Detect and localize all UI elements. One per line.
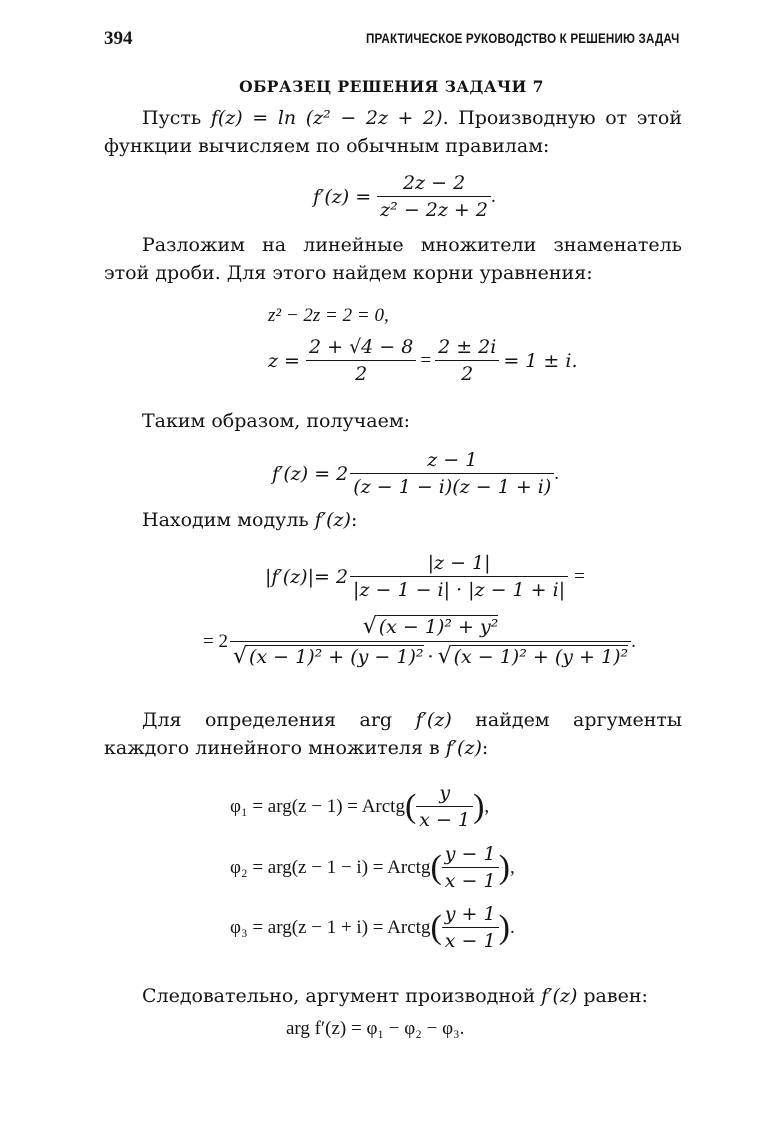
phi1-fraction <box>416 782 473 831</box>
left-paren-icon: ( <box>430 848 442 886</box>
phi2-denominator: x − 1 <box>444 870 496 892</box>
factored-derivative <box>272 449 559 498</box>
eq4-lhs: |f′(z)|= 2 <box>265 565 349 588</box>
phi3-numerator: y + 1 <box>442 903 499 928</box>
eq5-numerator <box>230 614 631 642</box>
eq5-denominator-radicand-b: (x − 1)² + (y + 1)² <box>453 646 629 668</box>
modulus-equation <box>265 552 585 601</box>
phi2-fraction <box>442 843 499 892</box>
modulus-expanded <box>203 614 636 669</box>
eq3-numerator: z − 1 <box>350 449 554 474</box>
phi1-lhs: φ₁ = arg(z − 1) = Arctg <box>230 795 405 817</box>
sqrt-icon: √ <box>362 614 377 639</box>
paragraph-6-lead: Следовательно, аргумент производной <box>142 985 542 1007</box>
paragraph-3: Таким образом, получаем: <box>142 410 411 432</box>
eq4-tail: = <box>574 565 585 587</box>
paragraph-5-tail: : <box>481 737 489 759</box>
eq5-lhs: = 2 <box>203 630 228 652</box>
eq5-numerator-radicand: (x − 1)² + y² <box>378 616 499 638</box>
paragraph-5-func-end: f′(z) <box>445 737 482 759</box>
section-title: ОБРАЗЕЦ РЕШЕНИЯ ЗАДАЧИ 7 <box>239 77 544 96</box>
roots-equation <box>268 336 578 385</box>
phi1-numerator: y <box>416 782 473 807</box>
eq2-numerator-2: 2 ± 2i <box>435 336 499 361</box>
paragraph-6 <box>104 982 682 1010</box>
eq3-tail: . <box>554 462 560 484</box>
paragraph-6-func: f′(z) <box>541 985 578 1007</box>
phi2-lhs: φ₂ = arg(z − 1 − i) = Arctg <box>230 856 431 878</box>
eq1-tail: . <box>490 185 496 207</box>
phi1-denominator: x − 1 <box>419 809 471 831</box>
eq5-dot: · <box>427 646 434 668</box>
eq3-lhs: f′(z) = 2 <box>272 462 349 485</box>
right-paren-icon: ) <box>473 787 485 825</box>
eq4-fraction <box>350 552 568 601</box>
phi2-numerator: y − 1 <box>442 843 499 868</box>
final-equation: arg f′(z) = φ₁ − φ₂ − φ₃. <box>286 1018 465 1039</box>
eq2-fraction-2 <box>435 336 499 385</box>
paragraph-4-func: f′(z) <box>314 509 351 531</box>
phi1-equation <box>230 782 489 831</box>
paragraph-5-lead: Для определения arg <box>142 709 416 731</box>
sqrt-icon: √ <box>232 644 247 669</box>
eq4-numerator: |z − 1| <box>350 552 568 577</box>
left-paren-icon: ( <box>404 787 417 825</box>
paragraph-1 <box>104 104 682 160</box>
eq1-numerator: 2z − 2 <box>377 172 491 197</box>
phi2-tail: , <box>509 856 515 878</box>
paragraph-2: Разложим на линейные множители знаменатель этой дроби. Для этого найдем корни уравнения: <box>104 234 682 284</box>
paragraph-6-rest: равен: <box>577 985 648 1007</box>
eq4-denominator: |z − 1 − i| · |z − 1 + i| <box>353 579 566 601</box>
phi3-fraction <box>442 903 499 952</box>
eq3-fraction <box>350 449 554 498</box>
eq2-numerator-1: 2 + √4 − 8 <box>306 336 416 361</box>
phi3-denominator: x − 1 <box>444 930 496 952</box>
paragraph-5-func: f′(z) <box>415 709 452 731</box>
eq2-equals: = <box>420 349 432 371</box>
paragraph-5 <box>104 706 682 762</box>
eq1-denominator: z² − 2z + 2 <box>380 199 488 221</box>
eq5-denominator <box>230 642 631 669</box>
eq5-tail: . <box>631 630 636 652</box>
paragraph-1-lead: Пусть <box>142 107 211 129</box>
eq2-tail: = 1 ± i. <box>503 349 578 372</box>
eq1-lhs: f′(z) = <box>313 185 372 208</box>
eq1-fraction <box>377 172 491 221</box>
right-paren-icon: ) <box>498 848 510 886</box>
phi3-equation <box>230 903 515 952</box>
paragraph-1-rest: . Производную от этой функции вычисляем по обычным правилам: <box>104 107 682 157</box>
eq2-lhs: z = <box>268 349 300 372</box>
paragraph-4 <box>104 506 682 534</box>
phi3-tail: . <box>509 916 515 938</box>
eq5-fraction <box>230 614 631 669</box>
running-title: ПРАКТИЧЕСКОЕ РУКОВОДСТВО К РЕШЕНИЮ ЗАДАЧ <box>365 31 679 46</box>
right-paren-icon: ) <box>498 908 510 946</box>
paragraph-4-tail: : <box>350 509 358 531</box>
eq5-denominator-radicand-a: (x − 1)² + (y − 1)² <box>249 646 424 668</box>
eq2-fraction-1 <box>306 336 416 385</box>
eq3-denominator: (z − 1 − i)(z − 1 + i) <box>353 476 552 498</box>
sqrt-icon: √ <box>437 644 452 669</box>
eq2-denominator-2: 2 <box>461 363 474 385</box>
page-number: 394 <box>104 28 133 49</box>
derivative-equation <box>313 172 496 221</box>
paragraph-5-rest: найдем аргументы каждого линейного множителя в <box>104 709 682 759</box>
paragraph-4-lead: Находим модуль <box>142 509 315 531</box>
left-paren-icon: ( <box>430 908 442 946</box>
eq2-denominator-1: 2 <box>355 363 368 385</box>
quadratic-equation: z² − 2z = 2 = 0, <box>268 305 389 326</box>
function-definition: f(z) = ln (z² − 2z + 2) <box>210 107 443 129</box>
phi2-equation <box>230 843 515 892</box>
phi1-tail: , <box>484 795 490 817</box>
phi3-lhs: φ₃ = arg(z − 1 + i) = Arctg <box>230 916 431 938</box>
